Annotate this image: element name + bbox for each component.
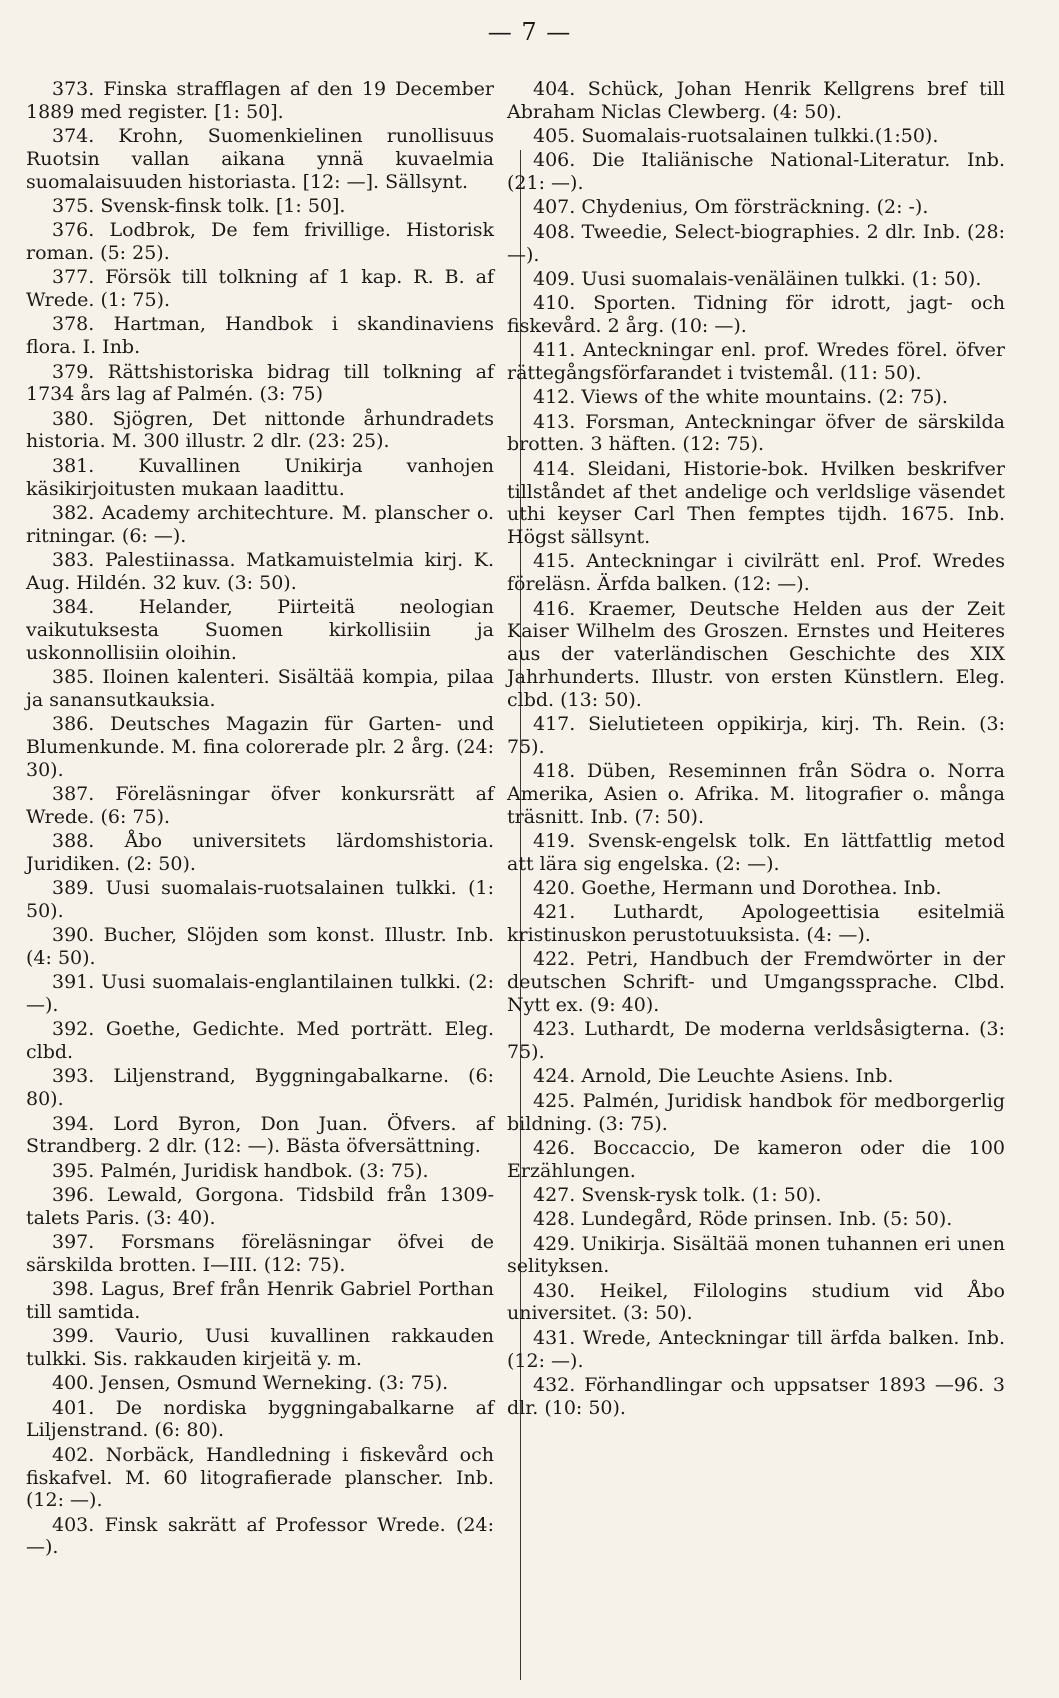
catalogue-entry: 427. Svensk-rysk tolk. (1: 50). — [533, 1183, 822, 1206]
catalogue-entry: 399. Vaurio, Uusi kuvallinen rakkauden tulkki. Sis. rakkauden kirjeitä y. m. — [26, 1325, 494, 1371]
catalogue-entry: 409. Uusi suomalais-venäläinen tulkki. (1: 50). — [533, 267, 982, 290]
catalogue-entry: 374. Krohn, Suomenkielinen runollisuus Ruotsin vallan aikana ynnä kuvaelmia suomalaisuuden historiasta. [12: —]. Sällsynt. — [26, 125, 494, 193]
catalogue-entry: 389. Uusi suomalais-ruotsalainen tulkki. (1: 50). — [26, 877, 494, 922]
catalogue-entry: 384. Helander, Piirteitä neologian vaikutuksesta Suomen kirkollisiin ja uskonnollisiin oloihin. — [26, 596, 494, 664]
catalogue-entry: 411. Anteckningar enl. prof. Wredes förel. öfver rättegångsförfarandet i tvistemål. (11: 50). — [507, 339, 1005, 385]
catalogue-entry: 431. Wrede, Anteckningar till ärfda balken. Inb. (12: —). — [507, 1326, 1005, 1372]
catalogue-entry: 381. Kuvallinen Unikirja vanhojen käsikirjoitusten mukaan laadittu. — [26, 454, 494, 500]
catalogue-entry: 424. Arnold, Die Leuchte Asiens. Inb. — [533, 1065, 894, 1088]
catalogue-entry: 421. Luthardt, Apologeettisia esitelmiä kristinuskon perustotuuksista. (4: —). — [507, 901, 1005, 947]
catalogue-entry: 392. Goethe, Gedichte. Med porträtt. Eleg. clbd. — [26, 1018, 494, 1064]
catalogue-entry: 385. Iloinen kalenteri. Sisältää kompia, pilaa ja sanansutkauksia. — [26, 665, 494, 711]
catalogue-entry: 375. Svensk-finsk tolk. [1: 50]. — [52, 194, 346, 217]
catalogue-entry: 383. Palestiinassa. Matkamuistelmia kirj. K. Aug. Hildén. 32 kuv. (3: 50). — [26, 548, 494, 594]
catalogue-entry: 426. Boccaccio, De kameron oder die 100 Erzählungen. — [507, 1136, 1005, 1182]
catalogue-entry: 390. Bucher, Slöjden som konst. Illustr. Inb. (4: 50). — [26, 924, 494, 969]
catalogue-entry: 401. De nordiska byggningabalkarne af Liljenstrand. (6: 80). — [26, 1396, 494, 1442]
catalogue-entry: 382. Academy architechture. M. planscher o. ritningar. (6: —). — [26, 501, 494, 547]
catalogue-entry: 423. Luthardt, De moderna verldsåsigterna. (3: 75). — [507, 1018, 1005, 1064]
catalogue-entry: 397. Forsmans föreläsningar öfvei de särskilda brotten. I—III. (12: 75). — [26, 1231, 494, 1276]
catalogue-entry: 429. Unikirja. Sisältää monen tuhannen eri unen selityksen. — [507, 1232, 1005, 1278]
catalogue-entry: 419. Svensk-engelsk tolk. En lättfattlig metod att lära sig engelska. (2: —). — [507, 830, 1005, 875]
catalogue-entry: 418. Düben, Reseminnen från Södra o. Norra Amerika, Asien o. Afrika. M. litografier o. många träsnitt. Inb. (7: 50). — [507, 760, 1005, 828]
catalogue-entry: 402. Norbäck, Handledning i fiskevård och fiskafvel. M. 60 litografierade planscher. Inb. (12: —). — [26, 1443, 494, 1512]
catalogue-entry: 387. Föreläsningar öfver konkursrätt af Wrede. (6: 75). — [26, 782, 494, 828]
catalogue-entry: 377. Försök till tolkning af 1 kap. R. B. af Wrede. (1: 75). — [26, 266, 494, 312]
catalogue-entry: 376. Lodbrok, De fem frivillige. Historisk roman. (5: 25). — [26, 219, 494, 265]
catalogue-entry: 398. Lagus, Bref från Henrik Gabriel Porthan till samtida. — [26, 1278, 494, 1323]
catalogue-entry: 416. Kraemer, Deutsche Helden aus der Zeit Kaiser Wilhelm des Groszen. Ernstes und Heiteres aus der vaterländischen Geschichte des XIX Jahrhunderts. Illustr. von ersten Künstlern. Eleg. clbd. (13: 50). — [507, 597, 1005, 711]
right-column — [507, 78, 1005, 1421]
catalogue-entry: 428. Lundegård, Röde prinsen. Inb. (5: 50). — [533, 1208, 953, 1231]
catalogue-entry: 404. Schück, Johan Henrik Kellgrens bref till Abraham Niclas Clewberg. (4: 50). — [507, 78, 1005, 123]
catalogue-entry: 425. Palmén, Juridisk handbok för medborgerlig bildning. (3: 75). — [507, 1089, 1005, 1135]
catalogue-entry: 378. Hartman, Handbok i skandinaviens flora. I. Inb. — [26, 313, 494, 359]
catalogue-entry: 400. Jensen, Osmund Werneking. (3: 75). — [52, 1372, 449, 1395]
catalogue-columns — [26, 78, 1026, 1688]
catalogue-entry: 413. Forsman, Anteckningar öfver de särskilda brotten. 3 häften. (12: 75). — [507, 410, 1005, 456]
catalogue-entry: 379. Rättshistoriska bidrag till tolkning af 1734 års lag af Palmén. (3: 75) — [26, 360, 494, 406]
catalogue-entry: 414. Sleidani, Historie-bok. Hvilken beskrifver tillståndet af thet andelige och verldslige väsendet uthi keyser Carl Then femptes tijdh. 1675. Inb. Högst sällsynt. — [507, 457, 1005, 549]
catalogue-entry: 388. Åbo universitets lärdomshistoria. Juridiken. (2: 50). — [26, 830, 494, 875]
catalogue-entry: 394. Lord Byron, Don Juan. Öfvers. af Strandberg. 2 dlr. (12: —). Bästa öfversättning. — [26, 1112, 494, 1158]
catalogue-entry: 405. Suomalais-ruotsalainen tulkki.(1:50). — [533, 125, 939, 148]
catalogue-entry: 432. Förhandlingar och uppsatser 1893 —96. 3 dlr. (10: 50). — [507, 1373, 1005, 1419]
catalogue-entry: 380. Sjögren, Det nittonde århundradets historia. M. 300 illustr. 2 dlr. (23: 25). — [26, 407, 494, 453]
catalogue-entry: 393. Liljenstrand, Byggningabalkarne. (6: 80). — [26, 1065, 494, 1111]
catalogue-entry: 386. Deutsches Magazin für Garten- und Blumenkunde. M. fina colorerade plr. 2 årg. (24: 30). — [26, 713, 494, 781]
left-column — [26, 78, 494, 1561]
catalogue-entry: 408. Tweedie, Select-biographies. 2 dlr. Inb. (28: —). — [507, 220, 1005, 266]
catalogue-entry: 391. Uusi suomalais-englantilainen tulkki. (2: —). — [26, 971, 494, 1017]
catalogue-entry: 403. Finsk sakrätt af Professor Wrede. (24: —). — [26, 1513, 494, 1559]
catalogue-entry: 396. Lewald, Gorgona. Tidsbild från 1309-talets Paris. (3: 40). — [26, 1183, 494, 1229]
page-number: — 7 — — [487, 18, 572, 46]
catalogue-entry: 420. Goethe, Hermann und Dorothea. Inb. — [533, 877, 942, 900]
catalogue-entry: 430. Heikel, Filologins studium vid Åbo universitet. (3: 50). — [507, 1279, 1005, 1325]
catalogue-entry: 417. Sielutieteen oppikirja, kirj. Th. Rein. (3: 75). — [507, 713, 1005, 758]
catalogue-entry: 410. Sporten. Tidning för idrott, jagt- och fiskevård. 2 årg. (10: —). — [507, 292, 1005, 337]
catalogue-entry: 395. Palmén, Juridisk handbok. (3: 75). — [52, 1159, 429, 1182]
catalogue-entry: 406. Die Italiänische National-Literatur. Inb. (21: —). — [507, 149, 1005, 195]
catalogue-entry: 415. Anteckningar i civilrätt enl. Prof. Wredes föreläsn. Ärfda balken. (12: —). — [507, 550, 1005, 596]
catalogue-entry: 373. Finska strafflagen af den 19 December 1889 med register. [1: 50]. — [26, 78, 494, 123]
catalogue-entry: 412. Views of the white mountains. (2: 75). — [533, 386, 948, 409]
catalogue-entry: 422. Petri, Handbuch der Fremdwörter in der deutschen Schrift- und Umgangssprache. Clbd. Nytt ex. (9: 40). — [507, 948, 1005, 1017]
catalogue-entry: 407. Chydenius, Om försträckning. (2: -). — [533, 196, 929, 219]
